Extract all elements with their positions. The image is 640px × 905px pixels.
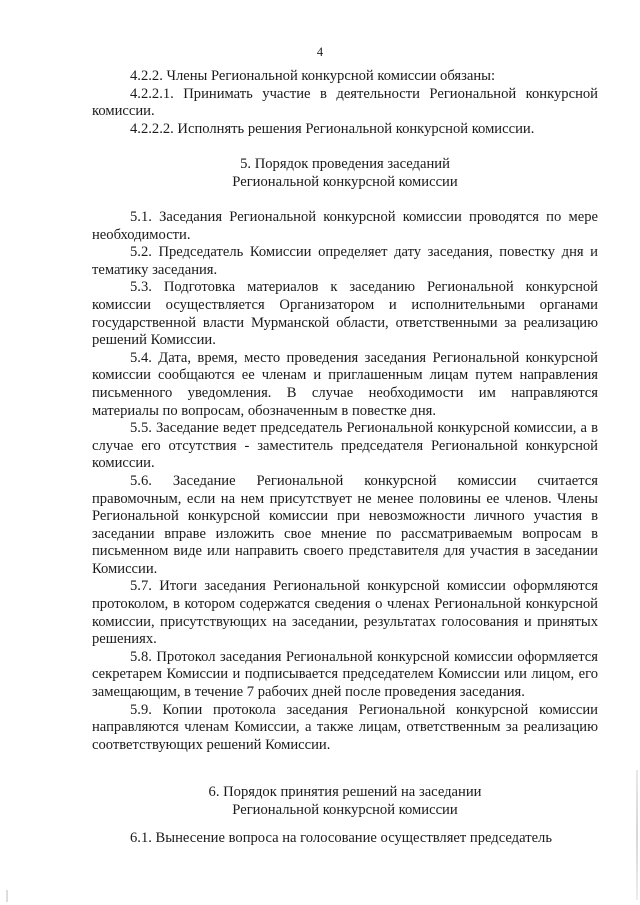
paragraph-5-7: 5.7. Итоги заседания Региональной конкурсной комиссии оформляются протоколом, в котором содержатся сведения о членах Региональной конкурсной комиссии, присутствующих на заседании, результатах голосования и принятых решениях. (92, 578, 598, 648)
section-5-heading-line-2: Региональной конкурсной комиссии (232, 173, 458, 190)
paragraph-5-8: 5.8. Протокол заседания Региональной конкурсной комиссии оформляется секретарем Комиссии и подписывается председателем Комиссии или лицом, его замещающим, в течение 7 рабочих дней после проведения заседания. (92, 648, 598, 701)
section-5-body (92, 209, 598, 754)
paragraph-5-2: 5.2. Председатель Комиссии определяет дату заседания, повестку дня и тематику заседания. (92, 244, 598, 278)
scan-artifact-mark (6, 890, 8, 902)
section-6-heading-line-1: 6. Порядок принятия решений на заседании (208, 784, 482, 800)
section-5-heading-line-1: 5. Порядок проведения заседаний (240, 156, 450, 172)
paragraph-5-1: 5.1. Заседания Региональной конкурсной комиссии проводятся по мере необходимости. (92, 209, 598, 243)
paragraph-5-4: 5.4. Дата, время, место проведения заседания Региональной конкурсной комиссии сообщаются ее членам и приглашенным лицам путем направления письменного уведомления. В случае необходимости им направляются материалы по вопросам, обозначенным в повестке дня. (92, 349, 598, 419)
section-4-2-2 (92, 68, 598, 138)
section-5-heading (92, 156, 598, 191)
section-6-body (92, 830, 598, 848)
paragraph-5-3: 5.3. Подготовка материалов к заседанию Региональной конкурсной комиссии осуществляется Организатором и исполнительными органами государственной власти Мурманской области, ответственными за реализацию решений Комиссии. (92, 279, 598, 349)
paragraph-4-2-2-2: 4.2.2.2. Исполнять решения Региональной конкурсной комиссии. (130, 120, 535, 137)
paragraph-5-5: 5.5. Заседание ведет председатель Региональной конкурсной комиссии, а в случае его отсутствия - заместитель председателя Региональной конкурсной комиссии. (92, 420, 598, 472)
section-6-heading-line-2: Региональной конкурсной комиссии (232, 801, 458, 818)
paragraph-4-2-2: 4.2.2. Члены Региональной конкурсной комиссии обязаны: (130, 68, 495, 84)
scan-artifact (636, 770, 638, 900)
page-number: 4 (316, 45, 324, 59)
paragraph-5-6: 5.6. Заседание Региональной конкурсной комиссии считается правомочным, если на нем присутствует не менее половины ее членов. Члены Региональной конкурсной комиссии при невозможности личного участия в заседании вправе изложить свое мнение по рассматриваемым вопросам в письменном виде или направить своего представителя для участия в заседании Комиссии. (92, 472, 598, 577)
section-6-heading (92, 784, 598, 819)
paragraph-5-9: 5.9. Копии протокола заседания Региональной конкурсной комиссии направляются членам Комиссии, а также лицам, ответственным за реализацию соответствующих решений Комиссии. (92, 701, 598, 753)
paragraph-4-2-2-1: 4.2.2.1. Принимать участие в деятельности Региональной конкурсной комиссии. (92, 85, 598, 120)
paragraph-6-1: 6.1. Вынесение вопроса на голосование осуществляет председатель (130, 830, 552, 846)
